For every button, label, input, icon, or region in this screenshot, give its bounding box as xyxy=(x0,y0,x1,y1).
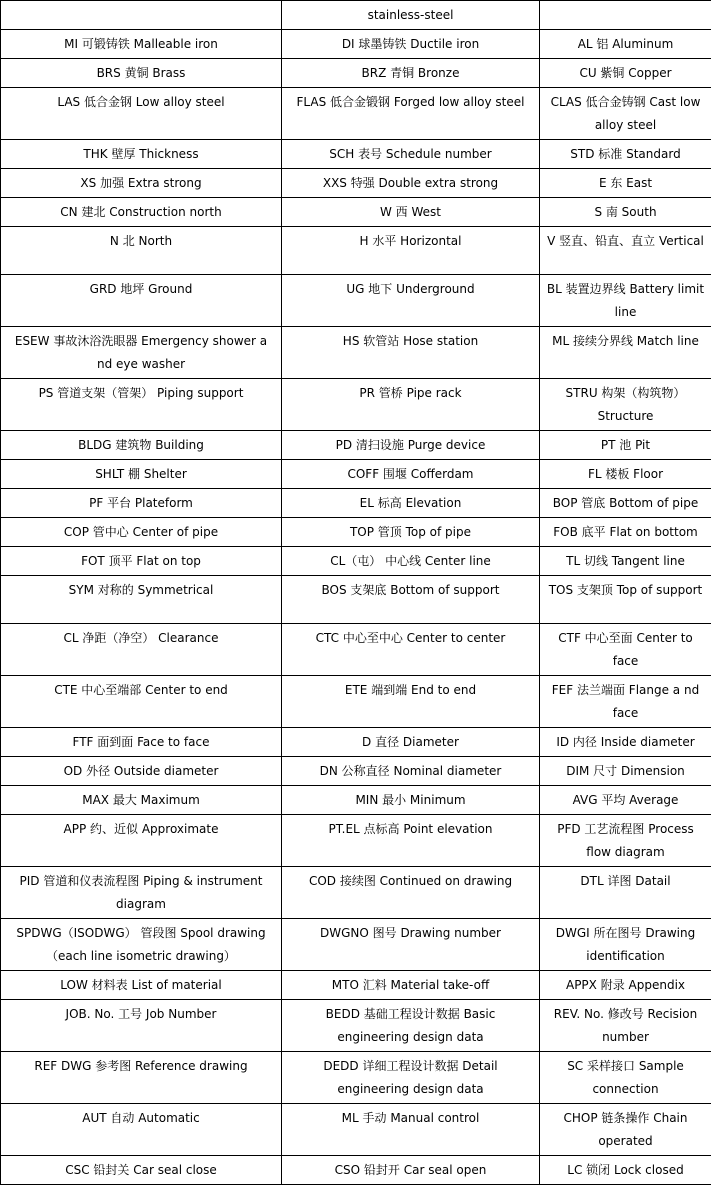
table-cell: STD 标准 Standard xyxy=(540,140,711,169)
table-cell: SYM 对称的 Symmetrical xyxy=(1,576,282,624)
table-cell: PT 池 Pit xyxy=(540,431,711,460)
table-row xyxy=(1,460,711,489)
table-cell: CSC 铅封关 Car seal close xyxy=(1,1156,282,1185)
table-cell: UG 地下 Underground xyxy=(282,275,540,327)
table-cell: MIN 最小 Minimum xyxy=(282,786,540,815)
table-cell: LOW 材料表 List of material xyxy=(1,971,282,1000)
table-cell: SPDWG（ISODWG） 管段图 Spool drawing （each line isometric drawing） xyxy=(1,919,282,971)
table-cell: THK 壁厚 Thickness xyxy=(1,140,282,169)
table-cell: DEDD 详细工程设计数据 Detail engineering design data xyxy=(282,1052,540,1104)
table-cell: N 北 North xyxy=(1,227,282,275)
table-cell: APPX 附录 Appendix xyxy=(540,971,711,1000)
table-cell: PS 管道支架（管架） Piping support xyxy=(1,379,282,431)
table-cell: XXS 特强 Double extra strong xyxy=(282,169,540,198)
table-cell: BRS 黄铜 Brass xyxy=(1,59,282,88)
table-cell: BOP 管底 Bottom of pipe xyxy=(540,489,711,518)
table-cell xyxy=(540,1,711,30)
table-cell: PFD 工艺流程图 Process flow diagram xyxy=(540,815,711,867)
table-row xyxy=(1,518,711,547)
table-row xyxy=(1,169,711,198)
table-cell: LAS 低合金钢 Low alloy steel xyxy=(1,88,282,140)
table-cell: DWGNO 图号 Drawing number xyxy=(282,919,540,971)
table-cell: DI 球墨铸铁 Ductile iron xyxy=(282,30,540,59)
table-row xyxy=(1,30,711,59)
table-cell: BLDG 建筑物 Building xyxy=(1,431,282,460)
table-row xyxy=(1,547,711,576)
table-cell: CU 紫铜 Copper xyxy=(540,59,711,88)
table-cell: PID 管道和仪表流程图 Piping & instrument diagram xyxy=(1,867,282,919)
table-row xyxy=(1,971,711,1000)
table-cell: V 竖直、铅直、直立 Vertical xyxy=(540,227,711,275)
table-cell: EL 标高 Elevation xyxy=(282,489,540,518)
table-cell: REF DWG 参考图 Reference drawing xyxy=(1,1052,282,1104)
table-cell: CSO 铅封开 Car seal open xyxy=(282,1156,540,1185)
table-cell: AVG 平均 Average xyxy=(540,786,711,815)
table-row xyxy=(1,728,711,757)
table-cell: S 南 South xyxy=(540,198,711,227)
table-row xyxy=(1,1000,711,1052)
table-cell: FEF 法兰端面 Flange a nd face xyxy=(540,676,711,728)
table-cell: SC 采样接口 Sample connection xyxy=(540,1052,711,1104)
table-cell: AUT 自动 Automatic xyxy=(1,1104,282,1156)
table-cell: ESEW 事故沐浴洗眼器 Emergency shower a nd eye washer xyxy=(1,327,282,379)
table-row xyxy=(1,867,711,919)
table-cell: CN 建北 Construction north xyxy=(1,198,282,227)
table-cell: ETE 端到端 End to end xyxy=(282,676,540,728)
table-cell: CTF 中心至面 Center to face xyxy=(540,624,711,676)
table-cell: AL 铝 Aluminum xyxy=(540,30,711,59)
table-row xyxy=(1,88,711,140)
table-row xyxy=(1,227,711,275)
table-cell: HS 软管站 Hose station xyxy=(282,327,540,379)
table-row xyxy=(1,379,711,431)
table-cell: SHLT 棚 Shelter xyxy=(1,460,282,489)
table-cell: PF 平台 Plateform xyxy=(1,489,282,518)
table-cell: CHOP 链条操作 Chain operated xyxy=(540,1104,711,1156)
table-cell: ID 内径 Inside diameter xyxy=(540,728,711,757)
table-cell: CTE 中心至端部 Center to end xyxy=(1,676,282,728)
table-cell: stainless-steel xyxy=(282,1,540,30)
table-cell: ML 接续分界线 Match line xyxy=(540,327,711,379)
table-cell: E 东 East xyxy=(540,169,711,198)
table-cell: MTO 汇料 Material take-off xyxy=(282,971,540,1000)
table-cell: FL 楼板 Floor xyxy=(540,460,711,489)
table-cell: OD 外径 Outside diameter xyxy=(1,757,282,786)
table-cell: BOS 支架底 Bottom of support xyxy=(282,576,540,624)
table-row xyxy=(1,815,711,867)
table-row xyxy=(1,624,711,676)
table-cell: BEDD 基础工程设计数据 Basic engineering design data xyxy=(282,1000,540,1052)
table-cell: ML 手动 Manual control xyxy=(282,1104,540,1156)
table-cell: CTC 中心至中心 Center to center xyxy=(282,624,540,676)
table-cell: BRZ 青铜 Bronze xyxy=(282,59,540,88)
table-cell: H 水平 Horizontal xyxy=(282,227,540,275)
table-row xyxy=(1,198,711,227)
table-cell: CL 净距（净空） Clearance xyxy=(1,624,282,676)
table-row xyxy=(1,327,711,379)
table-cell: DIM 尺寸 Dimension xyxy=(540,757,711,786)
table-cell: DTL 详图 Datail xyxy=(540,867,711,919)
table-cell xyxy=(1,1,282,30)
table-cell: MAX 最大 Maximum xyxy=(1,786,282,815)
table-row xyxy=(1,1156,711,1185)
table-cell: SCH 表号 Schedule number xyxy=(282,140,540,169)
table-row xyxy=(1,919,711,971)
table-row xyxy=(1,59,711,88)
table-cell: CL（屯） 中心线 Center line xyxy=(282,547,540,576)
table-row xyxy=(1,489,711,518)
table-row xyxy=(1,757,711,786)
table-cell: REV. No. 修改号 Recision number xyxy=(540,1000,711,1052)
table-row xyxy=(1,1052,711,1104)
table-cell: DN 公称直径 Nominal diameter xyxy=(282,757,540,786)
table-cell: PD 清扫设施 Purge device xyxy=(282,431,540,460)
table-row xyxy=(1,1,711,30)
table-cell: APP 约、近似 Approximate xyxy=(1,815,282,867)
table-cell: CLAS 低合金铸钢 Cast low alloy steel xyxy=(540,88,711,140)
table-cell: FOB 底平 Flat on bottom xyxy=(540,518,711,547)
table-row xyxy=(1,576,711,624)
table-cell: PR 管桥 Pipe rack xyxy=(282,379,540,431)
table-row xyxy=(1,1104,711,1156)
table-cell: FOT 顶平 Flat on top xyxy=(1,547,282,576)
table-cell: BL 装置边界线 Battery limit line xyxy=(540,275,711,327)
table-cell: COP 管中心 Center of pipe xyxy=(1,518,282,547)
table-cell: W 西 West xyxy=(282,198,540,227)
table-cell: XS 加强 Extra strong xyxy=(1,169,282,198)
table-row xyxy=(1,275,711,327)
table-cell: TL 切线 Tangent line xyxy=(540,547,711,576)
table-row xyxy=(1,676,711,728)
table-row xyxy=(1,140,711,169)
table-cell: D 直径 Diameter xyxy=(282,728,540,757)
table-cell: COD 接续图 Continued on drawing xyxy=(282,867,540,919)
table-cell: DWGI 所在图号 Drawing identification xyxy=(540,919,711,971)
table-row xyxy=(1,431,711,460)
table-cell: FTF 面到面 Face to face xyxy=(1,728,282,757)
table-cell: JOB. No. 工号 Job Number xyxy=(1,1000,282,1052)
table-cell: MI 可锻铸铁 Malleable iron xyxy=(1,30,282,59)
table-cell: TOP 管顶 Top of pipe xyxy=(282,518,540,547)
table-cell: LC 锁闭 Lock closed xyxy=(540,1156,711,1185)
table-row xyxy=(1,786,711,815)
table-cell: GRD 地坪 Ground xyxy=(1,275,282,327)
table-cell: TOS 支架顶 Top of support xyxy=(540,576,711,624)
table-cell: STRU 构架（构筑物） Structure xyxy=(540,379,711,431)
table-cell: FLAS 低合金锻钢 Forged low alloy steel xyxy=(282,88,540,140)
table-cell: COFF 围堰 Cofferdam xyxy=(282,460,540,489)
table-cell: PT.EL 点标高 Point elevation xyxy=(282,815,540,867)
